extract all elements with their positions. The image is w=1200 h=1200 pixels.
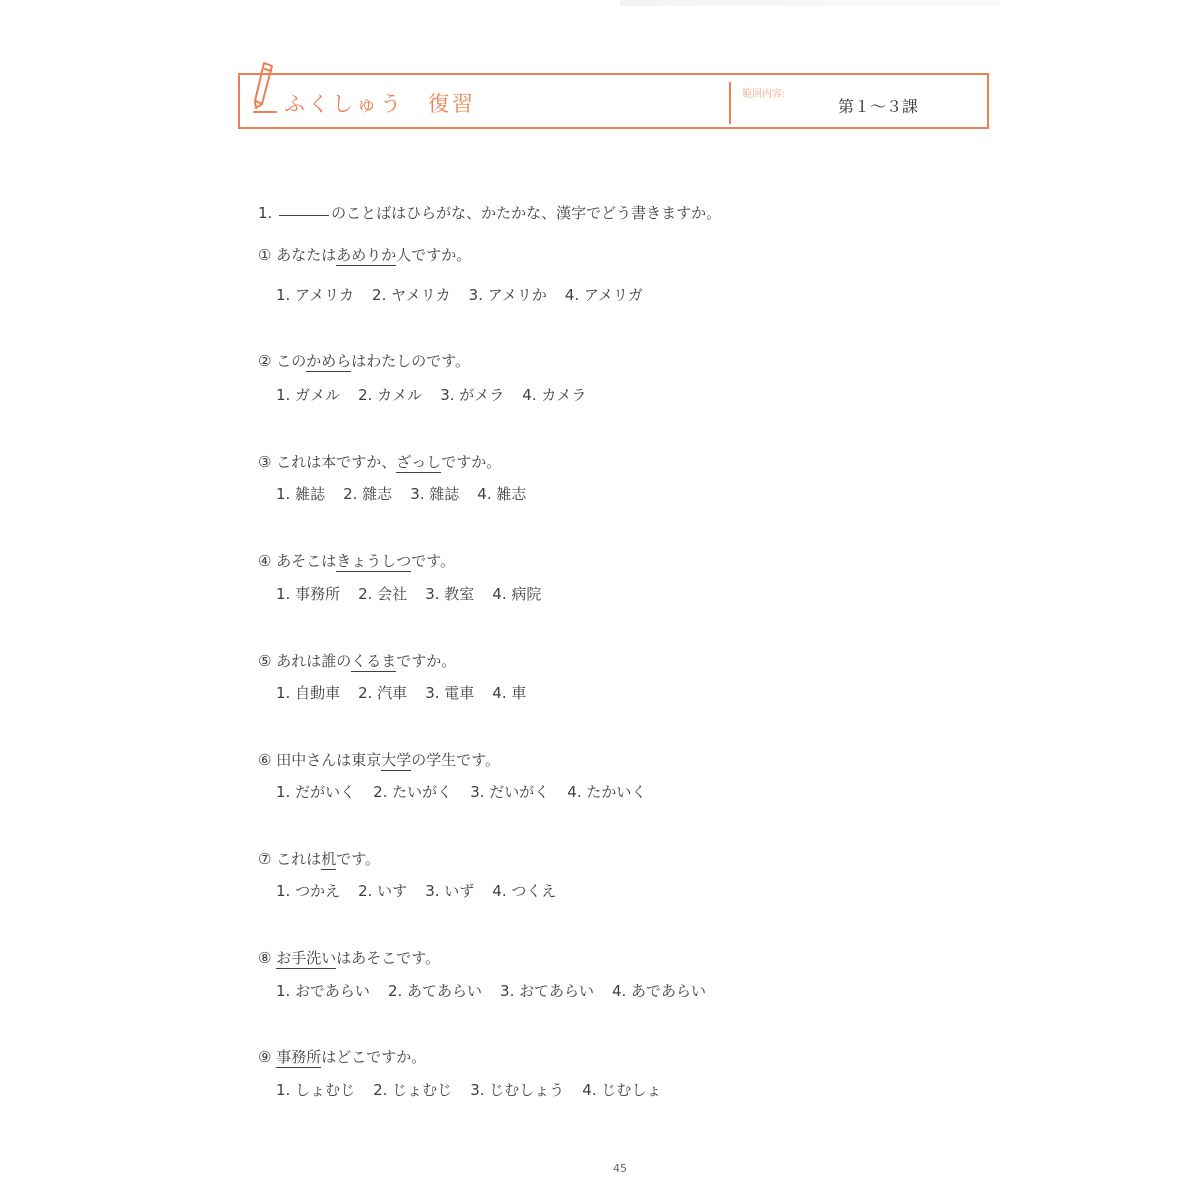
answer-option: 4. 病院 xyxy=(492,585,542,603)
answer-option: 2. たいがく xyxy=(373,783,453,801)
question-text: 人ですか。 xyxy=(396,246,472,264)
question-text: です。 xyxy=(336,850,381,868)
underlined-word: 事務所 xyxy=(276,1048,322,1066)
answer-option: 2. カメル xyxy=(358,386,423,404)
question-2 xyxy=(258,350,470,371)
instruction-blank xyxy=(279,214,329,216)
answer-options xyxy=(276,284,661,305)
answer-option: 3. じむしょう xyxy=(470,1081,565,1099)
answer-option: 2. 雜志 xyxy=(343,485,393,503)
question-text: です。 xyxy=(411,552,456,570)
answer-option: 2. じょむじ xyxy=(373,1081,453,1099)
question-text: ですか。 xyxy=(396,652,457,670)
answer-option: 4. あであらい xyxy=(611,982,707,1000)
answer-option: 1. 事務所 xyxy=(276,585,341,603)
question-3 xyxy=(258,451,501,472)
instruction xyxy=(258,202,721,223)
answer-options xyxy=(276,682,544,703)
question-text: ですか。 xyxy=(441,453,502,471)
answer-options xyxy=(276,781,664,802)
answer-option: 1. だがいく xyxy=(276,783,356,801)
answer-option: 2. あてあらい xyxy=(387,982,483,1000)
answer-option: 2. 会社 xyxy=(358,585,408,603)
question-text: ① あなたは xyxy=(258,246,337,264)
answer-option: 4. カメラ xyxy=(522,386,587,404)
answer-option: 4. つくえ xyxy=(492,882,557,900)
answer-option: 2. いす xyxy=(358,882,408,900)
question-8 xyxy=(258,947,440,968)
answer-options xyxy=(276,1079,679,1100)
answer-option: 4. たかいく xyxy=(567,783,647,801)
page-title: ふくしゅう 復習 xyxy=(284,92,476,116)
question-1 xyxy=(258,244,471,265)
question-text: ③ これは本ですか、 xyxy=(258,453,397,471)
instruction-number: 1. xyxy=(258,204,273,222)
page-number: 45 xyxy=(613,1162,627,1175)
answer-options xyxy=(276,880,574,901)
question-text: はあそこです。 xyxy=(336,949,441,967)
question-9 xyxy=(258,1046,426,1067)
answer-option: 3. 電車 xyxy=(425,684,475,702)
underlined-word: ざっし xyxy=(396,453,442,471)
answer-option: 2. ヤメリカ xyxy=(372,286,451,304)
question-text: ⑧ xyxy=(258,949,277,967)
answer-option: 3. がメラ xyxy=(440,386,505,404)
question-text: ⑥ 田中さんは東京 xyxy=(258,751,382,769)
question-text: はわたしのです。 xyxy=(351,352,471,370)
answer-option: 1. つかえ xyxy=(276,882,341,900)
answer-options xyxy=(276,583,559,604)
answer-option: 4. 車 xyxy=(492,684,527,702)
answer-option: 3. 雜誌 xyxy=(410,485,460,503)
question-4 xyxy=(258,550,455,571)
answer-options xyxy=(276,483,544,504)
underlined-word: お手洗い xyxy=(276,949,337,967)
answer-option: 3. 教室 xyxy=(425,585,475,603)
question-text: ② この xyxy=(258,352,307,370)
underlined-word: あめりか xyxy=(336,246,397,264)
question-text: はどこですか。 xyxy=(321,1048,427,1066)
question-text: ⑦ これは xyxy=(258,850,322,868)
question-5 xyxy=(258,650,456,671)
answer-options xyxy=(276,980,724,1001)
range-label: 範囲内容: xyxy=(742,89,786,100)
answer-option: 1. ガメル xyxy=(276,386,341,404)
answer-option: 4. 雑志 xyxy=(477,485,527,503)
answer-option: 3. いず xyxy=(425,882,475,900)
answer-option: 1. アメリカ xyxy=(276,286,355,304)
instruction-text: のことばはひらがな、かたかな、漢字でどう書きますか。 xyxy=(331,204,722,222)
pencil-icon xyxy=(250,60,280,116)
underlined-word: かめら xyxy=(306,352,352,370)
answer-option: 1. おであらい xyxy=(276,982,370,1000)
top-shadow xyxy=(620,0,1000,6)
underlined-word: 机 xyxy=(321,850,337,868)
question-6 xyxy=(258,749,500,770)
range-value: 第１～３課 xyxy=(838,97,919,116)
header-divider xyxy=(729,82,731,124)
answer-option: 3. だいがく xyxy=(470,783,550,801)
question-text: の学生です。 xyxy=(411,751,501,769)
answer-option: 2. 汽車 xyxy=(358,684,408,702)
answer-option: 4. アメリガ xyxy=(564,286,643,304)
answer-option: 3. おてあらい xyxy=(500,982,594,1000)
answer-option: 4. じむしょ xyxy=(582,1081,662,1099)
underlined-word: 大学 xyxy=(381,751,412,769)
answer-option: 1. 雑誌 xyxy=(276,485,326,503)
answer-option: 1. 自動車 xyxy=(276,684,341,702)
question-text: ④ あそこは xyxy=(258,552,337,570)
question-7 xyxy=(258,848,380,869)
answer-option: 1. しょむじ xyxy=(276,1081,356,1099)
answer-option: 3. アメリか xyxy=(468,286,547,304)
answer-options xyxy=(276,384,604,405)
underlined-word: くるま xyxy=(351,652,397,670)
question-text: ⑤ あれは誰の xyxy=(258,652,352,670)
question-text: ⑨ xyxy=(258,1048,277,1066)
underlined-word: きょうしつ xyxy=(336,552,412,570)
